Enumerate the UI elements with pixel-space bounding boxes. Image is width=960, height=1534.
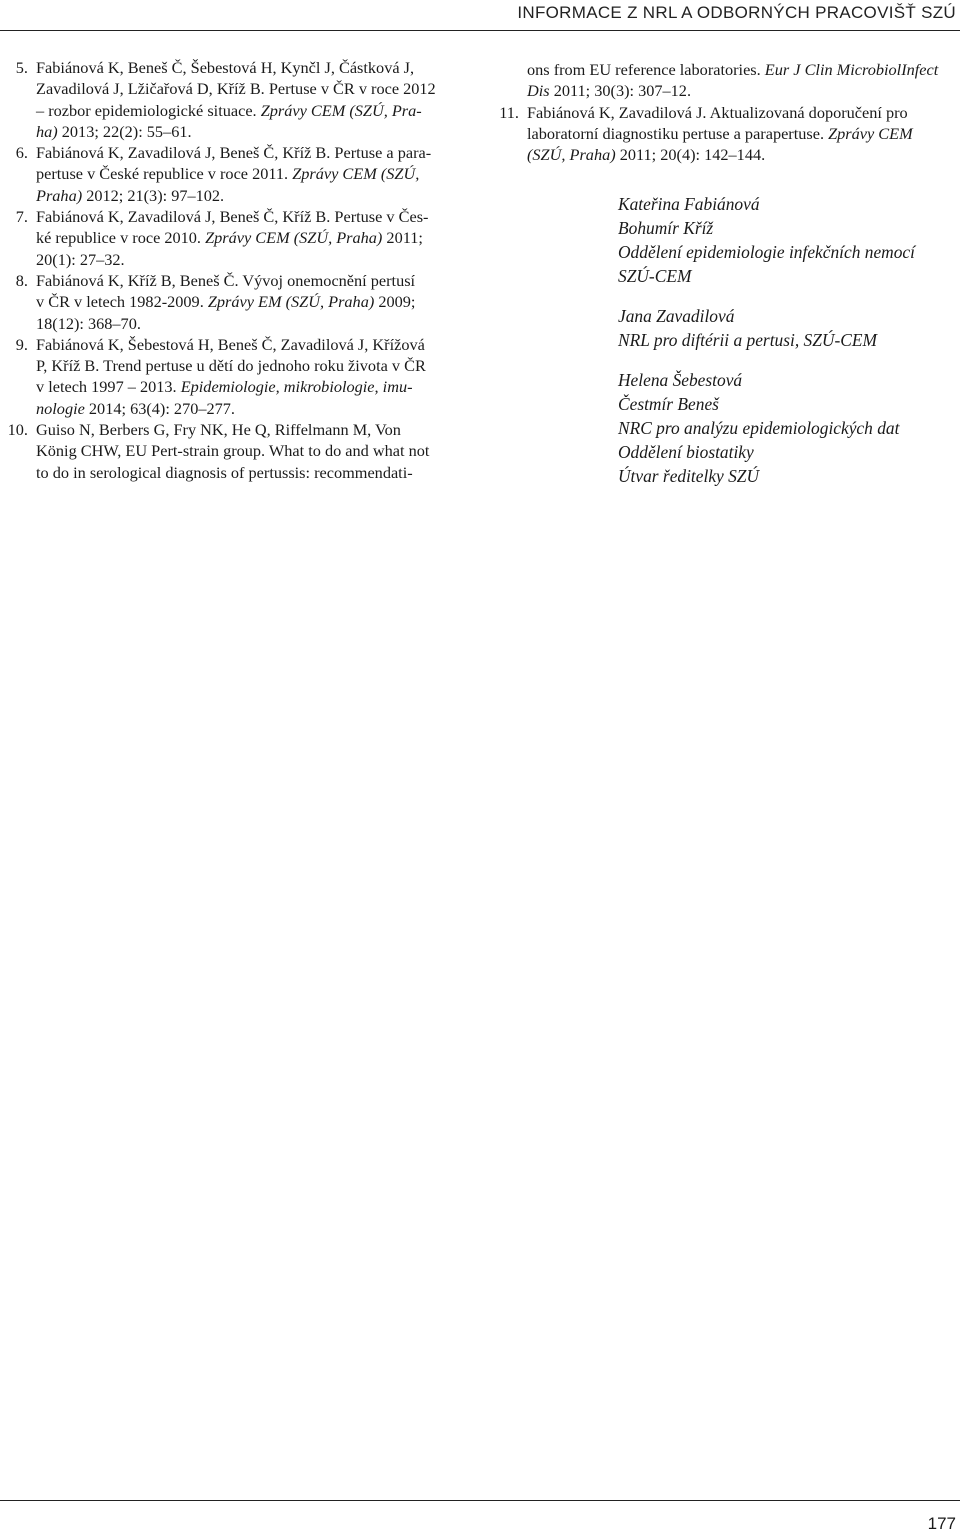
reference-number: 11. (499, 102, 519, 122)
journal-title: Praha) (36, 185, 83, 205)
author-line: Oddělení epidemiologie infekčních nemocí (618, 242, 915, 262)
reference-number: 5. (15, 58, 28, 77)
reference-list-left (6, 57, 478, 483)
reference-text: 2011; 30(3): 307–12. (549, 81, 692, 101)
reference-line (36, 142, 478, 163)
journal-title: Infect Dis (527, 60, 939, 101)
journal-title: Zprávy CEM (828, 123, 913, 143)
author-line: NRC pro analýzu epidemiologických dat (618, 418, 900, 438)
reference-text: 20(1): 27–32. (36, 249, 125, 269)
header-title: INFORMACE Z NRL A ODBORNÝCH PRACOVIŠŤ SZÚ (517, 3, 956, 22)
running-header (0, 0, 960, 31)
reference-line (36, 100, 478, 121)
reference-item (6, 334, 478, 419)
reference-line (36, 163, 478, 184)
reference-item (497, 102, 959, 166)
reference-number: 7. (15, 207, 28, 227)
reference-text: laboratorní diagnostiku pertuse a parapertuse. (527, 123, 829, 143)
reference-text: 18(12): 368–70. (36, 313, 141, 333)
reference-line (36, 462, 478, 483)
author-line: Oddělení biostatiky (618, 442, 754, 462)
author-line: Bohumír Kříž (618, 218, 714, 238)
journal-title: Eur J Clin Microbiol (764, 60, 902, 79)
journal-title: Zprávy CEM (SZÚ, (292, 164, 420, 184)
reference-text: – rozbor epidemiologické situace. (36, 100, 261, 120)
reference-line (527, 144, 959, 165)
journal-title: ha) (36, 121, 58, 141)
reference-item (6, 206, 478, 270)
reference-text: 2011; (382, 228, 423, 248)
reference-text: Fabiánová K, Šebestová H, Beneš Č, Zavadilová J, Křížová (36, 334, 425, 354)
reference-text: Fabiánová K, Kříž B, Beneš Č. Vývoj onemocnění pertusí (36, 270, 416, 290)
reference-text: Fabiánová K, Beneš Č, Šebestová H, Kynčl J, Částková J, (36, 58, 415, 77)
reference-number: 9. (15, 334, 28, 354)
author-line: Čestmír Beneš (618, 394, 719, 414)
reference-text: P, Kříž B. Trend pertuse u dětí do jednoho roku života v ČR (36, 356, 426, 376)
journal-title: Zprávy CEM (SZÚ, Praha) (205, 228, 383, 248)
reference-line (36, 376, 478, 397)
reference-text: to do in serological diagnosis of pertussis: recommendati- (36, 462, 413, 482)
author-line: Útvar ředitelky SZÚ (618, 466, 760, 486)
journal-title: (SZÚ, Praha) (527, 145, 616, 165)
author-line: NRL pro diftérii a pertusi, SZÚ-CEM (618, 330, 877, 350)
journal-title: Epidemiologie, mikrobiologie, imu- (180, 377, 413, 397)
reference-number: 8. (15, 270, 28, 290)
reference-line (527, 102, 959, 123)
journal-title: Zprávy EM (SZÚ, Praha) (207, 292, 375, 312)
reference-text: 2014; 63(4): 270–277. (84, 398, 235, 418)
reference-text: ké republice v roce 2010. (36, 228, 206, 248)
reference-list-right (497, 59, 959, 165)
reference-text: 2009; (374, 292, 416, 312)
reference-item (6, 57, 478, 142)
reference-text: 2013; 22(2): 55–61. (57, 121, 192, 141)
reference-text: v ČR v letech 1982-2009. (36, 292, 208, 312)
reference-text: Fabiánová K, Zavadilová J, Beneš Č, Kříž B. Pertuse a para- (36, 143, 432, 163)
author-group (618, 304, 958, 352)
reference-text: 2011; 20(4): 142–144. (615, 145, 766, 165)
reference-line (527, 123, 959, 144)
reference-line (36, 398, 478, 419)
reference-10-continuation (497, 59, 959, 102)
reference-line (527, 60, 901, 79)
reference-line (36, 57, 478, 78)
reference-number: 10. (7, 420, 28, 440)
author-line: Jana Zavadilová (618, 306, 735, 326)
reference-item (6, 142, 478, 206)
reference-text: Fabiánová K, Zavadilová J, Beneš Č, Kříž B. Pertuse v Čes- (36, 207, 429, 227)
page-number: 177 (927, 1514, 956, 1533)
author-affiliations (618, 192, 958, 504)
reference-item (6, 270, 478, 334)
reference-text: pertuse v České republice v roce 2011. (36, 164, 293, 184)
reference-line (36, 440, 478, 461)
author-group (618, 192, 958, 288)
reference-text: v letech 1997 – 2013. (36, 377, 181, 397)
reference-text: Fabiánová K, Zavadilová J. Aktualizovaná doporučení pro (527, 102, 908, 122)
reference-text: Zavadilová J, Lžičařová D, Kříž B. Pertuse v ČR v roce 2012 (36, 79, 436, 99)
reference-line (36, 334, 478, 355)
reference-line (36, 227, 478, 248)
reference-text: Guiso N, Berbers G, Fry NK, He Q, Riffelmann M, Von (36, 420, 401, 440)
author-line: Helena Šebestová (618, 370, 743, 390)
journal-title: Zprávy CEM (SZÚ, Pra- (260, 100, 422, 120)
reference-line (36, 291, 478, 312)
reference-line (36, 185, 478, 206)
reference-number: 6. (15, 143, 28, 163)
reference-line (36, 78, 478, 99)
page-footer (0, 1500, 960, 1532)
reference-text: 2012; 21(3): 97–102. (82, 185, 225, 205)
reference-text: ons from EU reference laboratories. (527, 60, 765, 79)
reference-line (36, 419, 478, 440)
author-line: Kateřina Fabiánová (618, 194, 760, 214)
reference-line (36, 121, 478, 142)
reference-line (36, 249, 478, 270)
reference-line (36, 355, 478, 376)
author-group (618, 368, 958, 488)
reference-line (36, 270, 478, 291)
reference-text: König CHW, EU Pert-strain group. What to do and what not (36, 441, 430, 461)
reference-item (6, 419, 478, 483)
reference-line (36, 313, 478, 334)
author-line: SZÚ-CEM (618, 266, 692, 286)
journal-title: nologie (36, 398, 85, 418)
reference-line (36, 206, 478, 227)
